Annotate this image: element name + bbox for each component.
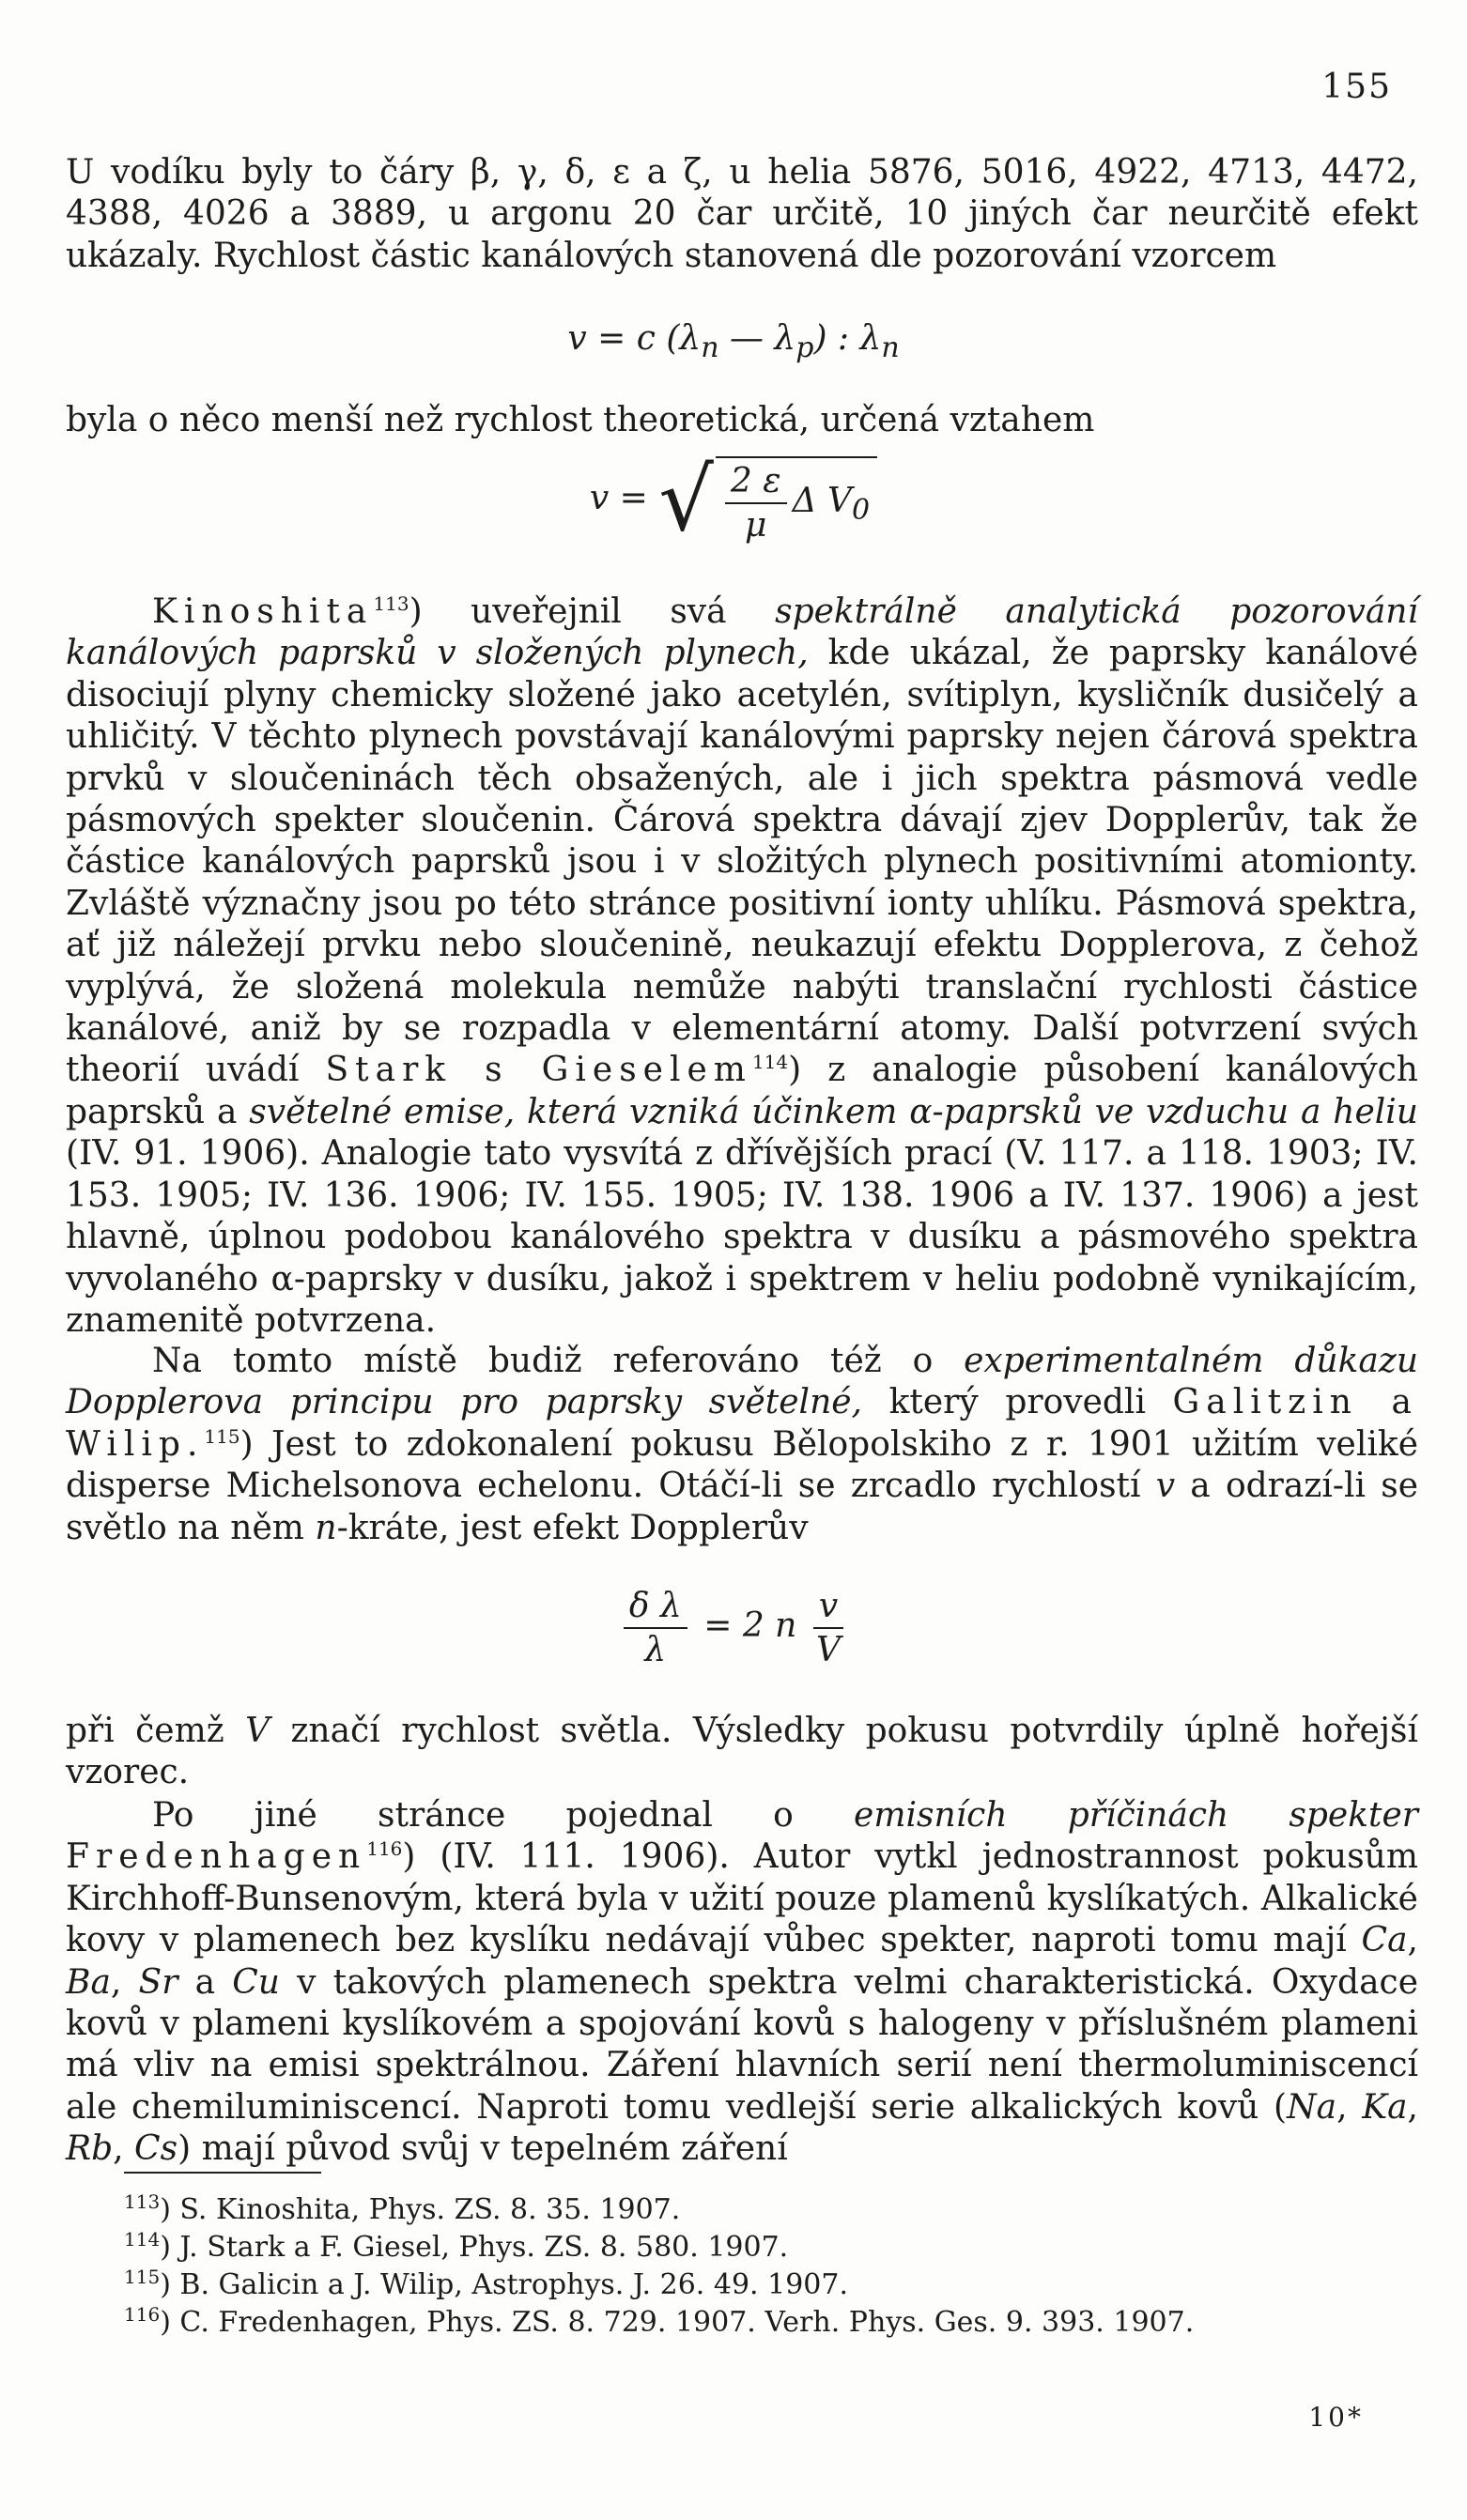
eq3-right-denominator: V bbox=[815, 1631, 841, 1669]
text-run: Po jiné stránce pojednal o bbox=[152, 1796, 855, 1835]
text-run: , bbox=[1407, 1921, 1418, 1960]
italic-title-kinoshita: spektrálně analytická pozorování kanálových paprsků v složených plynech, bbox=[66, 592, 1418, 673]
italic-title-doppler: experimentalném důkazu Dopplerova principu pro paprsky světelné, bbox=[66, 1342, 1418, 1422]
footnotes bbox=[66, 2191, 1418, 2342]
paragraph-1-text: U vodíku byly to čáry β, γ, δ, ε a ζ, u helia 5876, 5016, 4922, 4713, 4472, 4388, 4026 a 3889, u argonu 20 čar určitě, 10 jiných čar neurčitě efekt ukázaly. Rychlost částic kanálových stanovená dle pozorování vzorcem bbox=[66, 153, 1418, 275]
footnote-ref-114: 114 bbox=[751, 1051, 789, 1074]
element-ba: Ba bbox=[66, 1962, 111, 2002]
eq2-sub0: 0 bbox=[852, 494, 871, 528]
text-run: kde ukázal, že paprsky kanálové disociují plyny chemicky složené jako acetylén, svítiplyn, kysličník dusičelý a uhličitý. V těchto plynech povstávají kanálovými paprsky nejen čárová spektra prvků v sloučeninách těch obsažených, ale i jich spektra pásmová vedle pásmových spekter sloučenin. Čárová spektra dávají zjev Dopplerův, tak že částice kanálových paprsků jsou i v složitých plynech positivními atomionty. Zvláště význačny jsou po této stránce positivní ionty uhlíku. Pásmová spektra, ať již náležejí prvku nebo sloučenině, neukazují efektu Dopplerova, z čehož vyplývá, že složená molekula nemůže nabýti translační rychlosti částice kanálové, aniž by se rozpadla v elementární atomy. Další potvrzení svých theorií uvádí bbox=[66, 634, 1418, 1090]
text-run: , bbox=[110, 1962, 139, 2002]
text-run: ) mají původ svůj v tepelném záření bbox=[178, 2129, 788, 2169]
paragraph-6 bbox=[66, 1795, 1418, 2171]
paragraph-6-text: Po jiné stránce pojednal o emisních příčinách spekter Fredenhagen$^{116}$) (IV. 111. 1906). Autor vytkl jednostrannost pokusům Kirchhoff-Bunsenovým, která byla v užití pouze plamenů kyslíkatých. Alkalické kovy v plamenech bez kyslíku nedávají vůbec spekter, naproti tomu mají Ca, Ba, Sr a Cu v takových plamenech spektra velmi charakteristická. Oxydace kovů v plameni kyslíkovém a spojování kovů s halogeny v příslušném plameni má vliv na emisi spektrálnou. Záření hlavních serií není thermoluminiscencí ale chemiluminiscencí. Naproti tomu vedlejší serie alkalických kovů (Na, Ka, Rb, Cs) mají původ svůj v tepelném záření bbox=[66, 1796, 1419, 2169]
paragraph-4-text bbox=[66, 1341, 1418, 1549]
eq1-lhs: v = c (λ bbox=[567, 319, 702, 358]
footnote-ref-116: 116 bbox=[366, 1837, 403, 1861]
text-run: a odrazí-li se světlo na něm bbox=[66, 1467, 1418, 1547]
signature-mark: 10* bbox=[1308, 2402, 1364, 2433]
text-run: ) Jest to zdokonalení pokusu Bělopolskiho z r. 1901 užitím veliké disperse Michelsonova echelonu. Otáčí-li se zrcadlo rychlostí bbox=[66, 1424, 1418, 1506]
author-stark-giesel: Stark s Gieselem bbox=[325, 1051, 752, 1090]
paragraph-1 bbox=[66, 152, 1418, 277]
footnote-114 bbox=[66, 2229, 1418, 2266]
element-na: Na bbox=[1287, 2087, 1337, 2127]
eq3-right-fraction bbox=[813, 1587, 843, 1669]
footnote-ref-113: 113 bbox=[373, 592, 409, 615]
eq1-sub-n: n bbox=[701, 331, 719, 365]
paragraph-5-text bbox=[66, 1711, 1418, 1794]
italic-title-emission: emisních příčinách spekter bbox=[854, 1796, 1419, 1835]
sqrt-sign-icon: √ bbox=[658, 450, 714, 550]
eq1-sub-n2: n bbox=[881, 331, 900, 365]
footnote-ref-115: 115 bbox=[204, 1424, 240, 1448]
eq3-middle: = 2 n bbox=[703, 1606, 797, 1645]
footnote-marker: 114 bbox=[124, 2228, 161, 2251]
footnote-text: ) J. Stark a F. Giesel, Phys. ZS. 8. 580. 1907. bbox=[160, 2231, 789, 2264]
footnote-text: ) S. Kinoshita, Phys. ZS. 8. 35. 1907. bbox=[160, 2193, 681, 2226]
eq2-numerator: 2 ε bbox=[725, 462, 787, 504]
footnote-115 bbox=[66, 2266, 1418, 2304]
paragraph-3-text bbox=[66, 592, 1418, 1342]
eq2-denominator: μ bbox=[745, 506, 767, 545]
text-run: ) (IV. 111. 1906). Autor vytkl jednostrannost pokusům Kirchhoff-Bunsenovým, která byla v užití pouze plamenů kyslíkatých. Alkalické kovy v plamenech bez kyslíku nedávají vůbec spekter, naproti tomu mají bbox=[66, 1837, 1418, 1960]
text-run: ) z analogie působení kanálových paprsků a bbox=[66, 1051, 1418, 1131]
italic-title-emise: světelné emise, která vzniká účinkem α-paprsků ve vzduchu a heliu bbox=[249, 1092, 1418, 1131]
eq2-lhs: v = bbox=[589, 479, 648, 517]
paragraph-4 bbox=[66, 1341, 1418, 1549]
footnote-marker: 113 bbox=[124, 2190, 161, 2213]
footnote-marker: 115 bbox=[124, 2266, 161, 2288]
equation-velocity-theoretical bbox=[0, 450, 1467, 550]
text-run: Na tomto místě budiž referováno též o bbox=[152, 1342, 965, 1380]
paragraph-3 bbox=[66, 592, 1418, 1342]
footnote-113 bbox=[66, 2191, 1418, 2229]
eq2-radicand bbox=[716, 456, 877, 545]
footnote-marker: 116 bbox=[124, 2303, 161, 2326]
paragraph-2-text: byla o něco menší než rychlost theoretická, určená vztahem bbox=[66, 401, 1095, 439]
text-run: (IV. 91. 1906). Analogie tato vysvítá z dřívějších prací (V. 117. a 118. 1903; IV. 153. 1905; IV. 136. 1906; IV. 155. 1905; IV. 138. 1906 a IV. 137. 1906) a jest hlavně, úplnou podobou kanálového spektra v dusíku a pásmového spektra vyvolaného α-paprsky v dusíku, jakož i spektrem v heliu podobně vynikajícím, znamenitě potvrzena. bbox=[66, 1134, 1418, 1340]
eq1-tail: ) : λ bbox=[813, 319, 882, 358]
eq1-sub-p: p bbox=[795, 331, 814, 365]
paragraph-2 bbox=[66, 400, 1418, 441]
element-sr: Sr bbox=[138, 1962, 178, 2002]
author-kinoshita: Kinoshita bbox=[152, 592, 374, 631]
footnote-text: ) B. Galicin a J. Wilip, Astrophys. J. 26. 49. 1907. bbox=[160, 2268, 849, 2301]
eq2-fraction bbox=[725, 462, 787, 545]
element-cs: Cs bbox=[134, 2129, 178, 2169]
text-run: -kráte, jest efekt Dopplerův bbox=[336, 1508, 809, 1547]
eq3-left-denominator: λ bbox=[644, 1631, 667, 1669]
element-cu: Cu bbox=[232, 1962, 280, 2002]
text-run: který provedli bbox=[862, 1383, 1173, 1422]
paragraph-5 bbox=[66, 1711, 1418, 1794]
symbol-V: V bbox=[245, 1712, 270, 1750]
text-run: značí rychlost světla. Výsledky pokusu potvrdily úplně hořejší vzorec. bbox=[66, 1712, 1418, 1792]
element-ka: Ka bbox=[1362, 2087, 1408, 2127]
eq1-minus: — λ bbox=[718, 319, 796, 358]
symbol-n: n bbox=[315, 1508, 337, 1547]
footnote-text: ) C. Fredenhagen, Phys. ZS. 8. 729. 1907. Verh. Phys. Ges. 9. 393. 1907. bbox=[160, 2306, 1195, 2339]
eq2-rest: Δ V bbox=[792, 482, 853, 520]
footnote-divider bbox=[124, 2172, 321, 2174]
eq3-left-numerator: δ λ bbox=[624, 1587, 687, 1629]
equation-velocity-observed bbox=[0, 319, 1467, 364]
author-galitzin-wilip: Galitzin a Wilip. bbox=[66, 1383, 1418, 1464]
element-ca: Ca bbox=[1361, 1921, 1408, 1960]
text-run: při čemž bbox=[66, 1712, 246, 1750]
page-number: 155 bbox=[1321, 68, 1392, 106]
text-run: v takových plamenech spektra velmi charakteristická. Oxydace kovů v plameni kyslíkovém a spojování kovů s halogeny v příslušném plameni má vliv na emisi spektrálnou. Záření hlavních serií není thermoluminiscencí ale chemiluminiscencí. Naproti tomu vedlejší serie alkalických kovů ( bbox=[66, 1962, 1418, 2127]
footnote-116 bbox=[66, 2304, 1418, 2342]
eq3-right-numerator: v bbox=[813, 1587, 843, 1629]
text-run: a bbox=[178, 1962, 233, 2002]
author-fredenhagen: Fredenhagen bbox=[66, 1837, 367, 1877]
symbol-v: v bbox=[1155, 1467, 1176, 1506]
text-run: ) uveřejnil svá bbox=[409, 592, 776, 631]
element-rb: Rb bbox=[66, 2129, 114, 2169]
equation-doppler-effect bbox=[0, 1587, 1467, 1669]
eq3-left-fraction bbox=[624, 1587, 687, 1669]
